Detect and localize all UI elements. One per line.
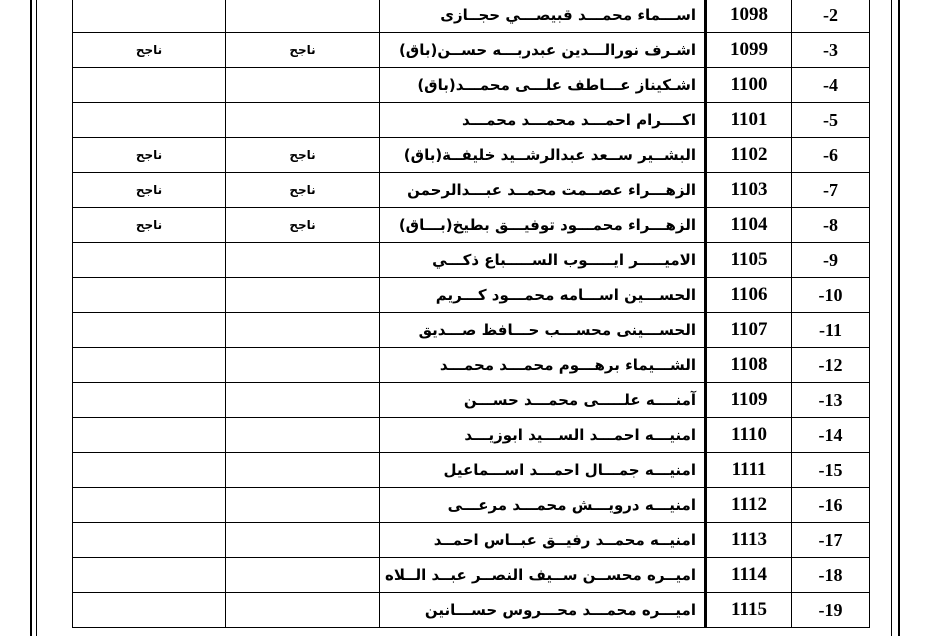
seat-number-cell: 1099 [706, 33, 792, 68]
result-cell-1 [226, 243, 380, 278]
student-row [73, 243, 870, 278]
student-name-cell: امنيـــه احمـــد الســـيد ابوزيـــد [380, 418, 706, 453]
result-cell-2 [73, 593, 226, 628]
student-name-cell: امنيـــه جمـــال احمـــد اســـماعيل [380, 453, 706, 488]
student-row [73, 0, 870, 33]
seat-number-cell: 1102 [706, 138, 792, 173]
result-cell-2 [73, 243, 226, 278]
result-cell-1: ناجح [226, 208, 380, 243]
row-index-cell: -6 [792, 138, 870, 173]
result-cell-1 [226, 453, 380, 488]
result-cell-2 [73, 558, 226, 593]
result-cell-2 [73, 488, 226, 523]
result-cell-1 [226, 103, 380, 138]
seat-number-cell: 1111 [706, 453, 792, 488]
row-index-cell: -12 [792, 348, 870, 383]
result-cell-2 [73, 313, 226, 348]
student-name-cell: اميـــره محمـــد محـــروس حســـانين [380, 593, 706, 628]
student-row [73, 593, 870, 628]
row-index-cell: -19 [792, 593, 870, 628]
seat-number-cell: 1109 [706, 383, 792, 418]
row-index-cell: -7 [792, 173, 870, 208]
result-cell-2 [73, 523, 226, 558]
result-cell-1: ناجح [226, 138, 380, 173]
seat-number-cell: 1100 [706, 68, 792, 103]
result-cell-1 [226, 383, 380, 418]
row-index-cell: -10 [792, 278, 870, 313]
student-name-cell: اســـماء محمـــد قبيصـــي حجــازى [380, 0, 706, 33]
student-row [73, 313, 870, 348]
result-cell-1 [226, 593, 380, 628]
seat-number-cell: 1112 [706, 488, 792, 523]
student-name-cell: اميــره محســن ســيف النصــر عبــد الــلاه [380, 558, 706, 593]
result-cell-1 [226, 0, 380, 33]
seat-number-cell: 1115 [706, 593, 792, 628]
row-index-cell: -3 [792, 33, 870, 68]
student-row [73, 173, 870, 208]
student-row [73, 138, 870, 173]
student-name-cell: الحســـين اســـامه محمـــود كـــريم [380, 278, 706, 313]
result-cell-1 [226, 313, 380, 348]
student-name-cell: امنيــه محمــد رفيــق عبــاس احمــد [380, 523, 706, 558]
row-index-cell: -13 [792, 383, 870, 418]
student-name-cell: امنيـــه درويـــش محمـــد مرعـــى [380, 488, 706, 523]
result-cell-2 [73, 68, 226, 103]
student-row [73, 418, 870, 453]
student-row [73, 488, 870, 523]
seat-number-cell: 1105 [706, 243, 792, 278]
student-row [73, 453, 870, 488]
result-cell-2: ناجح [73, 173, 226, 208]
row-index-cell: -4 [792, 68, 870, 103]
row-index-cell: -2 [792, 0, 870, 33]
result-cell-2: ناجح [73, 208, 226, 243]
student-row [73, 348, 870, 383]
student-results-body [73, 0, 870, 628]
seat-number-cell: 1098 [706, 0, 792, 33]
student-row [73, 103, 870, 138]
seat-number-cell: 1107 [706, 313, 792, 348]
seat-number-cell: 1103 [706, 173, 792, 208]
result-cell-1 [226, 418, 380, 453]
result-cell-2 [73, 348, 226, 383]
student-row [73, 523, 870, 558]
student-name-cell: الزهـــراء عصــمت محمــد عبـــدالرحمن [380, 173, 706, 208]
row-index-cell: -18 [792, 558, 870, 593]
result-cell-2 [73, 103, 226, 138]
seat-number-cell: 1106 [706, 278, 792, 313]
seat-number-cell: 1113 [706, 523, 792, 558]
seat-number-cell: 1104 [706, 208, 792, 243]
row-index-cell: -11 [792, 313, 870, 348]
student-name-cell: الشـــيماء برهـــوم محمـــد محمـــد [380, 348, 706, 383]
student-results-table [72, 0, 870, 628]
student-name-cell: الزهـــراء محمـــود توفيـــق بطيخ(بـــاق) [380, 208, 706, 243]
row-index-cell: -8 [792, 208, 870, 243]
result-cell-2: ناجح [73, 33, 226, 68]
seat-number-cell: 1108 [706, 348, 792, 383]
student-name-cell: البشــير ســعد عبدالرشــيد خليفــة(باق) [380, 138, 706, 173]
student-name-cell: آمنــــه علـــــى محمـــد حســـن [380, 383, 706, 418]
result-cell-2 [73, 0, 226, 33]
student-row [73, 558, 870, 593]
result-cell-1: ناجح [226, 173, 380, 208]
row-index-cell: -9 [792, 243, 870, 278]
result-cell-2 [73, 278, 226, 313]
row-index-cell: -16 [792, 488, 870, 523]
result-cell-1 [226, 348, 380, 383]
result-cell-1: ناجح [226, 33, 380, 68]
student-row [73, 33, 870, 68]
row-index-cell: -17 [792, 523, 870, 558]
student-name-cell: اكــــرام احمـــد محمـــد محمـــد [380, 103, 706, 138]
student-row [73, 383, 870, 418]
result-cell-1 [226, 278, 380, 313]
student-name-cell: اشـكيناز عـــاطف علـــى محمـــد(باق) [380, 68, 706, 103]
student-row [73, 278, 870, 313]
result-cell-1 [226, 68, 380, 103]
student-name-cell: اشـرف نورالـــدين عبدربـــه حســن(باق) [380, 33, 706, 68]
result-cell-2 [73, 453, 226, 488]
result-cell-1 [226, 523, 380, 558]
student-name-cell: الحســـينى محســـب حـــافظ صـــديق [380, 313, 706, 348]
seat-number-cell: 1110 [706, 418, 792, 453]
row-index-cell: -5 [792, 103, 870, 138]
seat-number-cell: 1101 [706, 103, 792, 138]
result-cell-2 [73, 383, 226, 418]
row-index-cell: -14 [792, 418, 870, 453]
result-cell-2 [73, 418, 226, 453]
student-name-cell: الاميـــــر ايـــــوب الســـــباع ذكـــي [380, 243, 706, 278]
result-cell-1 [226, 558, 380, 593]
student-row [73, 208, 870, 243]
result-cell-1 [226, 488, 380, 523]
student-row [73, 68, 870, 103]
seat-number-cell: 1114 [706, 558, 792, 593]
row-index-cell: -15 [792, 453, 870, 488]
result-cell-2: ناجح [73, 138, 226, 173]
